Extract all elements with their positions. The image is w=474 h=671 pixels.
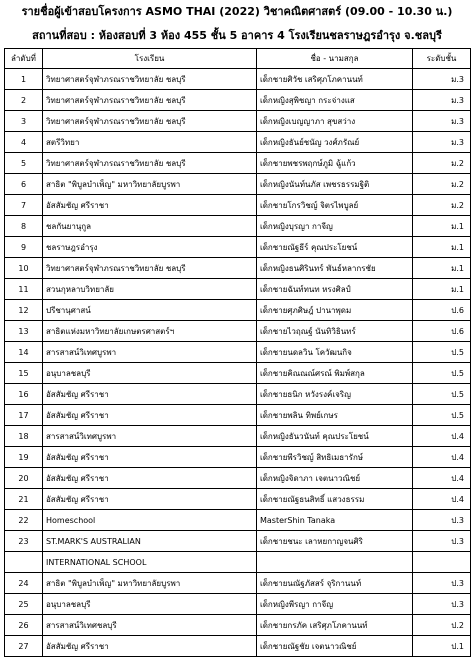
cell-no: 13 [5,321,43,342]
table-row [5,573,471,594]
cell-level: ม.3 [413,111,471,132]
cell-level [413,552,471,573]
table-row [5,447,471,468]
cell-school: อัสสัมชัญ ศรีราชา [43,195,257,216]
table-row [5,90,471,111]
cell-school: ปรีชานุศาสน์ [43,300,257,321]
table-row [5,111,471,132]
table-body [5,69,471,657]
cell-name: เด็กหญิงนันท์นภัส เพชรธรรมฐิติ [257,174,413,195]
cell-no: 2 [5,90,43,111]
cell-no: 8 [5,216,43,237]
cell-level: ป.3 [413,510,471,531]
cell-school: สตรีวิทยา [43,132,257,153]
cell-no: 19 [5,447,43,468]
table-row [5,489,471,510]
cell-level: ม.2 [413,153,471,174]
cell-level: ป.5 [413,342,471,363]
cell-no: 21 [5,489,43,510]
cell-name: เด็กชายคิณณณ์ศรณ์ พิมพ์สกุล [257,363,413,384]
cell-no: 22 [5,510,43,531]
table-row [5,237,471,258]
table-row [5,153,471,174]
table-row [5,342,471,363]
cell-level: ม.2 [413,174,471,195]
cell-no: 3 [5,111,43,132]
cell-school: สาธิต "พิบูลบำเพ็ญ" มหาวิทยาลัยบูรพา [43,174,257,195]
cell-school: วิทยาศาสตร์จุฬาภรณราชวิทยาลัย ชลบุรี [43,153,257,174]
cell-level: ม.1 [413,279,471,300]
cell-level: ป.4 [413,426,471,447]
cell-no: 20 [5,468,43,489]
cell-school: สารสาสน์วิเทศชลบุรี [43,615,257,636]
cell-school: วิทยาศาสตร์จุฬาภรณราชวิทยาลัย ชลบุรี [43,90,257,111]
cell-level: ป.4 [413,468,471,489]
cell-name: เด็กชายกรภัค เสริศุภโภคานนท์ [257,615,413,636]
cell-name: เด็กชายศุภศิษฎ์ ปานาพุดม [257,300,413,321]
cell-name: เด็กหญิงบุรญา กาจีญ [257,216,413,237]
cell-name: เด็กหญิงเบญญาภา สุขสว่าง [257,111,413,132]
table-row [5,594,471,615]
cell-level: ป.3 [413,594,471,615]
cell-name: เด็กชายณัฐธนสิทธิ์ แสวงธรรม [257,489,413,510]
cell-no: 7 [5,195,43,216]
table-row [5,279,471,300]
cell-name: MasterShin Tanaka [257,510,413,531]
cell-no: 18 [5,426,43,447]
cell-no: 26 [5,615,43,636]
cell-level: ป.5 [413,384,471,405]
table-row [5,426,471,447]
cell-name: เด็กชายโกรวิชญ์ จิตรไพบูลย์ [257,195,413,216]
table-row [5,300,471,321]
cell-name: เด็กชายพีรวิชญ์ สิทธิเมธารักษ์ [257,447,413,468]
cell-level: ป.6 [413,321,471,342]
table-row [5,132,471,153]
cell-school: วิทยาศาสตร์จุฬาภรณราชวิทยาลัย ชลบุรี [43,111,257,132]
cell-school: อัสสัมชัญ ศรีราชา [43,447,257,468]
cell-no: 17 [5,405,43,426]
cell-level: ป.1 [413,636,471,657]
cell-school: สารสาสน์วิเทศบูรพา [43,342,257,363]
table-header-row [5,49,471,69]
header-name: ชื่อ - นามสกุล [257,49,413,69]
cell-no: 1 [5,69,43,90]
cell-school: อัสสัมชัญ ศรีราชา [43,405,257,426]
cell-school: สาธิตแห่งมหาวิทยาลัยเกษตรศาสตร์ฯ [43,321,257,342]
table-row [5,468,471,489]
cell-name: เด็กชายชนะ เลาหยกาญจนศิริ [257,531,413,552]
cell-school: อัสสัมชัญ ศรีราชา [43,636,257,657]
header-level: ระดับชั้น [413,49,471,69]
cell-level: ม.1 [413,258,471,279]
cell-no: 9 [5,237,43,258]
cell-name: เด็กหญิงธันย์ชนัญ วงศ์ภรัณย์ [257,132,413,153]
document-title: รายชื่อผู้เข้าสอบโครงการ ASMO THAI (2022) วิชาคณิตศาสตร์ (09.00 - 10.30 น.) [21,5,453,18]
cell-school: อัสสัมชัญ ศรีราชา [43,489,257,510]
table-row [5,552,471,573]
cell-no [5,552,43,573]
cell-no: 25 [5,594,43,615]
table-row [5,384,471,405]
cell-name: เด็กหญิงธันวนันท์ คุณประโยชน์ [257,426,413,447]
cell-no: 5 [5,153,43,174]
cell-level: ป.3 [413,573,471,594]
cell-level: ม.3 [413,132,471,153]
cell-name: เด็กชายไวฤณฐ์ นันทิวิธินทร์ [257,321,413,342]
cell-name: เด็กหญิงธนศิรินทร์ พันธ์หลากรชัย [257,258,413,279]
cell-no: 4 [5,132,43,153]
cell-level: ม.1 [413,237,471,258]
cell-level: ม.1 [413,216,471,237]
table-row [5,510,471,531]
cell-school: วิทยาศาสตร์จุฬาภรณราชวิทยาลัย ชลบุรี [43,258,257,279]
cell-name: เด็กชายณัฐธีร์ คุณประโยชน์ [257,237,413,258]
table-row [5,531,471,552]
cell-level: ม.3 [413,90,471,111]
cell-no: 16 [5,384,43,405]
cell-name: เด็กชายนณัฐภัสสร์ จุริกานนท์ [257,573,413,594]
table-row [5,195,471,216]
cell-school: อนุบาลชลบุรี [43,594,257,615]
cell-level: ป.2 [413,615,471,636]
cell-no: 15 [5,363,43,384]
cell-school: วิทยาศาสตร์จุฬาภรณราชวิทยาลัย ชลบุรี [43,69,257,90]
cell-name: เด็กชายพชรพฤกษ์ภูมิ ฉู้แก้ว [257,153,413,174]
table-row [5,174,471,195]
cell-level: ป.3 [413,531,471,552]
cell-no: 24 [5,573,43,594]
cell-school: ST.MARK'S AUSTRALIAN [43,531,257,552]
table-row [5,615,471,636]
cell-name: เด็กชายณัฐชัย เจตนาวณิชย์ [257,636,413,657]
table-row [5,636,471,657]
cell-no: 27 [5,636,43,657]
cell-level: ป.6 [413,300,471,321]
cell-no: 10 [5,258,43,279]
cell-school: สวนกุหลาบวิทยาลัย [43,279,257,300]
cell-name: เด็กหญิงจิดาภา เจตนาวณิชย์ [257,468,413,489]
cell-name: เด็กหญิงพีรญา กาจีญ [257,594,413,615]
cell-level: ป.4 [413,489,471,510]
cell-level: ป.4 [413,447,471,468]
header-no: ลำดับที่ [5,49,43,69]
table-row [5,321,471,342]
cell-level: ป.5 [413,405,471,426]
cell-school: ชลกันยานุกูล [43,216,257,237]
cell-no: 23 [5,531,43,552]
cell-name: เด็กชายฉันท์ทนท หรงศิลป์ [257,279,413,300]
cell-school: INTERNATIONAL SCHOOL [43,552,257,573]
cell-school: อัสสัมชัญ ศรีราชา [43,384,257,405]
table-row [5,405,471,426]
table-row [5,216,471,237]
cell-name: เด็กชายนดลวิน โควัฒนกิจ [257,342,413,363]
cell-name: เด็กหญิงสุพิชญา กระจ่างแส [257,90,413,111]
table-row [5,258,471,279]
cell-name: เด็กชายธนิก หวังรงค์เจริญ [257,384,413,405]
header-school: โรงเรียน [43,49,257,69]
cell-school: สารสาสน์วิเทศบูรพา [43,426,257,447]
cell-name: เด็กชายศิวัช เสริศุภโภคานนท์ [257,69,413,90]
cell-name: เด็กชายพลิน ทิพย์เกษร [257,405,413,426]
exam-location: สถานที่สอบ : ห้องสอบที่ 3 ห้อง 455 ชั้น 5 อาคาร 4 โรงเรียนชลราษฎรอำรุง จ.ชลบุรี [32,29,442,42]
cell-level: ม.2 [413,195,471,216]
cell-school: ชลราษฎรอำรุง [43,237,257,258]
cell-level: ม.3 [413,69,471,90]
table-row [5,363,471,384]
cell-school: อนุบาลชลบุรี [43,363,257,384]
cell-no: 11 [5,279,43,300]
cell-level: ป.5 [413,363,471,384]
table-row [5,69,471,90]
cell-school: อัสสัมชัญ ศรีราชา [43,468,257,489]
cell-no: 12 [5,300,43,321]
participant-table [4,48,471,657]
cell-no: 14 [5,342,43,363]
cell-name [257,552,413,573]
cell-school: Homeschool [43,510,257,531]
cell-school: สาธิต "พิบูลบำเพ็ญ" มหาวิทยาลัยบูรพา [43,573,257,594]
cell-no: 6 [5,174,43,195]
